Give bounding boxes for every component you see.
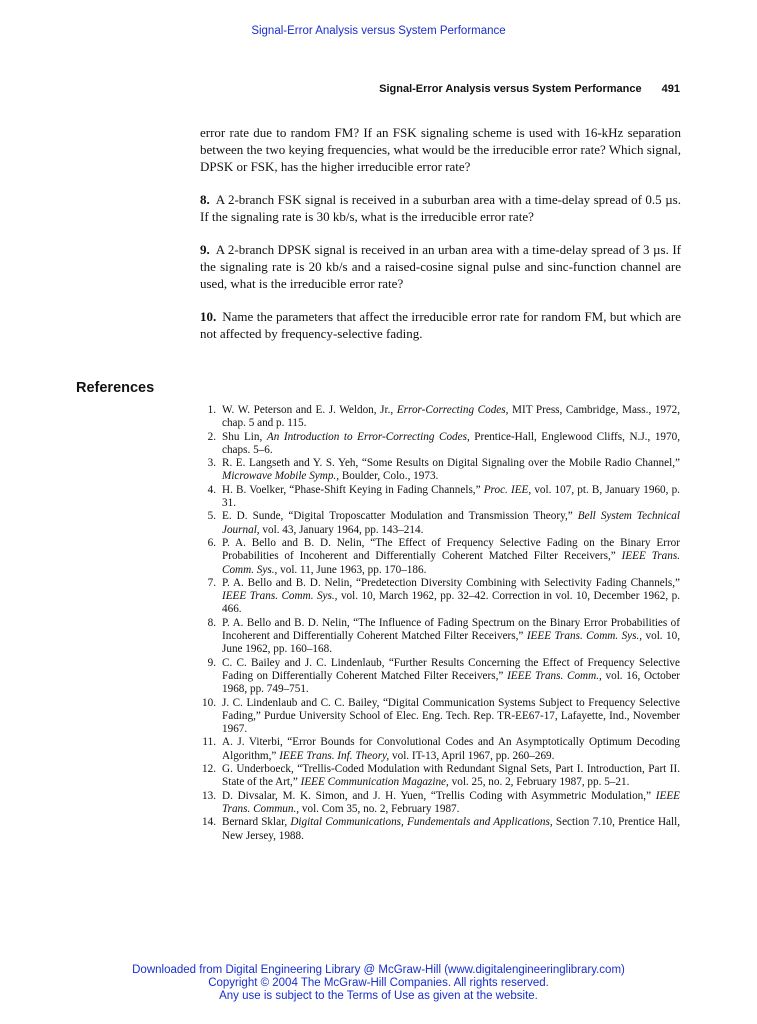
reference-title: IEEE Trans. Comm. Sys., bbox=[222, 590, 338, 603]
reference-text: P. A. Bello and B. D. Nelin, “Predetection Diversity Combining with Selectivity Fading Channels,” bbox=[222, 576, 680, 589]
reference-item bbox=[200, 404, 680, 431]
reference-text: R. E. Langseth and Y. S. Yeh, “Some Results on Digital Signaling over the Mobile Radio Channel,” bbox=[222, 457, 680, 470]
reference-number: 8. bbox=[207, 616, 216, 629]
reference-text: E. D. Sunde, “Digital Troposcatter Modulation and Transmission Theory,” bbox=[222, 510, 578, 523]
reference-item bbox=[200, 510, 680, 537]
reference-item bbox=[200, 816, 680, 843]
reference-title: IEEE Communication Magazine, bbox=[300, 776, 449, 789]
footer-terms-link[interactable]: Any use is subject to the Terms of Use as given at the website. bbox=[219, 990, 538, 1002]
reference-details: vol. 25, no. 2, February 1987, pp. 5–21. bbox=[448, 776, 630, 789]
reference-title: An Introduction to Error-Correcting Codes, bbox=[266, 430, 470, 443]
reference-title: IEEE Trans. Comm. Sys., bbox=[222, 550, 680, 576]
question-number: 9. bbox=[200, 242, 210, 257]
reference-text: D. Divsalar, M. K. Simon, and J. H. Yuen, “Trellis Coding with Asymmetric Modulation,” bbox=[222, 789, 656, 802]
reference-title: Digital Communications, Fundementals and Applications, bbox=[290, 816, 553, 829]
reference-item bbox=[200, 457, 680, 484]
reference-number: 12. bbox=[202, 763, 216, 776]
question-text: A 2-branch DPSK signal is received in an urban area with a time-delay spread of 3 µs. If the signaling rate is 20 kb/s and a raised-cosine signal pulse and sinc-function channel are used, what is the irreducible error rate? bbox=[200, 242, 681, 291]
reference-item bbox=[200, 763, 680, 790]
reference-number: 4. bbox=[207, 483, 216, 496]
references-heading: References bbox=[76, 380, 155, 396]
reference-details: vol. 16, October 1968, pp. 749–751. bbox=[222, 669, 681, 696]
reference-text: G. Underboeck, “Trellis-Coded Modulation with Redundant Signal Sets, Part I. Introduction, Part II. State of the Art,” bbox=[222, 763, 680, 789]
reference-number: 5. bbox=[207, 510, 216, 523]
top-title-link[interactable]: Signal-Error Analysis versus System Performance bbox=[251, 25, 506, 37]
reference-text: W. W. Peterson and E. J. Weldon, Jr., bbox=[222, 404, 397, 416]
question-10 bbox=[200, 308, 681, 342]
reference-number: 6. bbox=[207, 536, 216, 549]
reference-title: Microwave Mobile Symp., bbox=[222, 470, 340, 483]
reference-details: vol. 43, January 1964, pp. 143–214. bbox=[259, 523, 424, 536]
reference-details: Section 7.10, Prentice Hall, New Jersey, 1988. bbox=[222, 816, 680, 842]
reference-title: IEEE Trans. Comm., bbox=[507, 669, 602, 682]
reference-item bbox=[200, 790, 680, 817]
reference-number: 9. bbox=[207, 656, 216, 669]
reference-title: Proc. IEE, bbox=[483, 483, 532, 496]
reference-details: vol. 10, June 1962, pp. 160–168. bbox=[222, 630, 680, 656]
question-text: A 2-branch FSK signal is received in a suburban area with a time-delay spread of 0.5 µs. If the signaling rate is 30 kb/s, what is the irreducible error rate? bbox=[200, 192, 681, 224]
reference-text: A. J. Viterbi, “Error Bounds for Convolutional Codes and An Asymptotically Optimum Decoding Algorithm,” bbox=[222, 736, 680, 762]
reference-details: MIT Press, Cambridge, Mass., 1972, chap. 5 and p. 115. bbox=[222, 404, 680, 430]
footer bbox=[0, 964, 757, 1003]
reference-title: IEEE Trans. Commun., bbox=[222, 789, 680, 815]
questions-section bbox=[200, 124, 681, 358]
reference-text: H. B. Voelker, “Phase-Shift Keying in Fading Channels,” bbox=[222, 483, 484, 496]
reference-number: 3. bbox=[207, 457, 216, 470]
references-list bbox=[200, 404, 680, 843]
footer-copyright[interactable]: Copyright © 2004 The McGraw-Hill Companies. All rights reserved. bbox=[208, 977, 549, 989]
reference-details: vol. 11, June 1963, pp. 170–186. bbox=[277, 563, 427, 576]
reference-text: P. A. Bello and B. D. Nelin, “The Influence of Fading Spectrum on the Binary Error Probabilities of Incoherent and Differentially Coherent Matched Filter Receivers,” bbox=[222, 616, 680, 643]
question-continuation: error rate due to random FM? If an FSK signaling scheme is used with 16-kHz separation between the two keying frequencies, what would be the irreducible error rate? Which signal, DPSK or FSK, has the higher irreducible error rate? bbox=[200, 125, 681, 174]
question-8 bbox=[200, 191, 681, 225]
page-number: 491 bbox=[661, 83, 680, 95]
reference-text: Bernard Sklar, bbox=[222, 816, 291, 829]
reference-details: vol. 107, pt. B, January 1960, p. 31. bbox=[222, 483, 680, 510]
reference-item bbox=[200, 431, 680, 458]
reference-text: P. A. Bello and B. D. Nelin, “The Effect of Frequency Selective Fading on the Binary Error Probabilities of Incoherent and Differentially Coherent Matched Filter Receivers,” bbox=[222, 536, 680, 563]
reference-item bbox=[200, 537, 680, 577]
reference-item bbox=[200, 697, 680, 737]
reference-details: vol. Com 35, no. 2, February 1987. bbox=[299, 802, 460, 815]
reference-number: 14. bbox=[202, 816, 216, 829]
footer-download-link[interactable]: Downloaded from Digital Engineering Library @ McGraw-Hill (www.digitalengineeringlibrary.com) bbox=[132, 964, 625, 976]
reference-item bbox=[200, 657, 680, 697]
reference-title: IEEE Trans. Inf. Theory, bbox=[279, 749, 390, 762]
reference-item bbox=[200, 484, 680, 511]
question-9 bbox=[200, 241, 681, 292]
reference-number: 2. bbox=[207, 430, 216, 443]
question-number: 10. bbox=[200, 309, 217, 324]
question-number: 8. bbox=[200, 192, 210, 207]
running-head bbox=[200, 83, 680, 95]
reference-item bbox=[200, 617, 680, 657]
reference-number: 13. bbox=[202, 789, 216, 802]
reference-title: Error-Correcting Codes, bbox=[396, 404, 509, 416]
reference-number: 10. bbox=[202, 696, 216, 709]
reference-details: Prentice-Hall, Englewood Cliffs, N.J., 1970, chaps. 5–6. bbox=[222, 430, 680, 456]
reference-text: Shu Lin, bbox=[222, 430, 267, 443]
reference-item bbox=[200, 736, 680, 763]
reference-details: Boulder, Colo., 1973. bbox=[339, 470, 439, 483]
reference-details: vol. 10, March 1962, pp. 32–42. Correction in vol. 10, December 1962, p. 466. bbox=[222, 590, 680, 616]
question-text: Name the parameters that affect the irreducible error rate for random FM, but which are not affected by frequency-selective fading. bbox=[200, 309, 681, 341]
reference-details: vol. IT-13, April 1967, pp. 260–269. bbox=[389, 749, 555, 762]
reference-number: 1. bbox=[207, 404, 216, 416]
reference-title: IEEE Trans. Comm. Sys., bbox=[526, 630, 643, 643]
reference-text: J. C. Lindenlaub and C. C. Bailey, “Digital Communication Systems Subject to Frequency Selective Fading,” Purdue University School of Elec. Eng. Tech. Rep. TR-EE67-17, Lafayette, Ind., November 1967. bbox=[222, 696, 680, 736]
reference-number: 7. bbox=[207, 576, 216, 589]
reference-title: Bell System Technical Journal, bbox=[222, 510, 681, 536]
reference-text: C. C. Bailey and J. C. Lindenlaub, “Further Results Concerning the Effect of Frequency Selective Fading on Differentially Coherent Matched Filter Receivers,” bbox=[222, 656, 680, 682]
reference-number: 11. bbox=[202, 736, 216, 749]
reference-item bbox=[200, 577, 680, 617]
running-title: Signal-Error Analysis versus System Performance bbox=[379, 83, 642, 95]
